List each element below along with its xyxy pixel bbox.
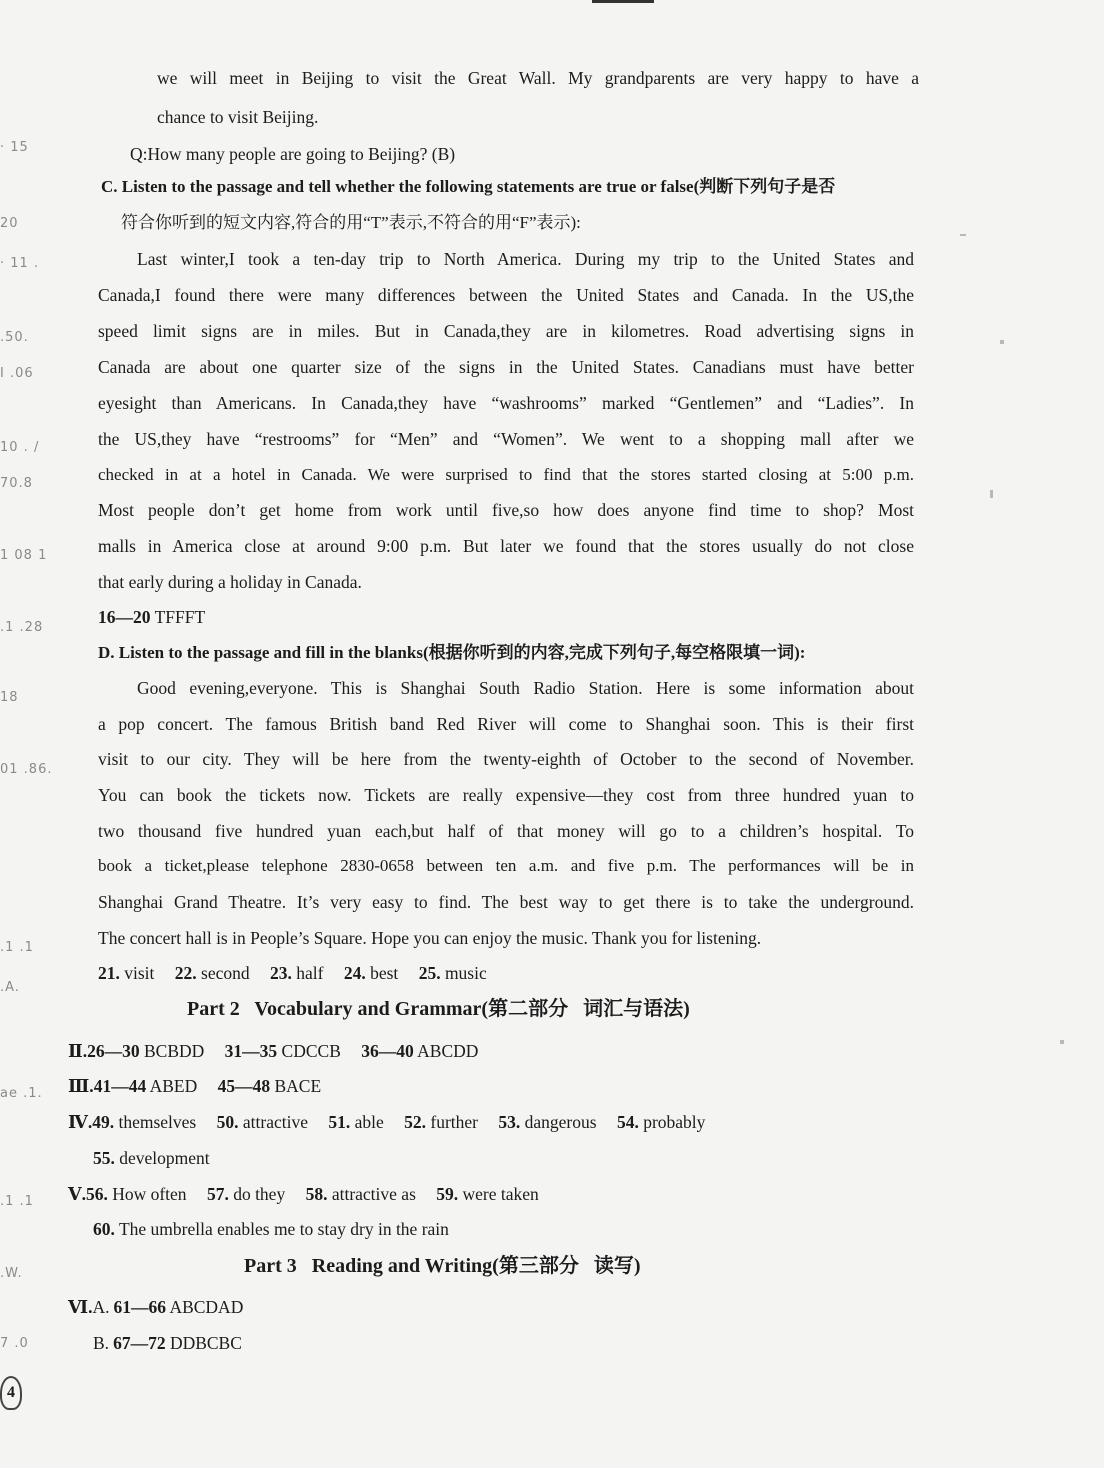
answer-num: 55. bbox=[93, 1148, 115, 1168]
passage-line: malls in America close at around 9:00 p.m. But later we found that the stores usually do not close bbox=[98, 536, 914, 556]
scan-speck bbox=[1000, 340, 1004, 344]
margin-bleed-mark: 70.8 bbox=[0, 476, 33, 491]
answer-text: TFFFT bbox=[154, 607, 206, 627]
answer-text: do they bbox=[233, 1184, 286, 1204]
margin-bleed-mark: 20 bbox=[0, 216, 19, 231]
passage-line: visit to our city. They will be here from the twenty-eighth of October to the second of November. bbox=[98, 749, 914, 769]
passage-line: Shanghai Grand Theatre. It’s very easy to find. The best way to get there is to take the underground. bbox=[98, 892, 914, 912]
answer-text: attractive bbox=[242, 1112, 308, 1132]
answer-num: 59. bbox=[436, 1184, 459, 1204]
answer-text: themselves bbox=[118, 1112, 197, 1132]
answer-text: The umbrella enables me to stay dry in the rain bbox=[118, 1219, 449, 1239]
passage-line: book a ticket,please telephone 2830-0658 between ten a.m. and five p.m. The performances will be in bbox=[98, 856, 914, 875]
answer-text: half bbox=[296, 963, 324, 983]
answer-num: 21. bbox=[98, 963, 120, 983]
answer-text: development bbox=[119, 1148, 210, 1168]
margin-bleed-mark: · 15 bbox=[0, 140, 29, 155]
passage-line: Last winter,I took a ten-day trip to North America. During my trip to the United States and bbox=[137, 249, 914, 269]
answer-text: were taken bbox=[462, 1184, 539, 1204]
answer-line-v bbox=[68, 1183, 555, 1205]
answer-text: music bbox=[444, 963, 487, 983]
answer-text: visit bbox=[124, 963, 155, 983]
margin-bleed-mark: ae .1. bbox=[0, 1086, 43, 1101]
answer-num: 58. bbox=[305, 1184, 328, 1204]
section-mark: Ⅱ. bbox=[68, 1041, 88, 1061]
answer-num: 57. bbox=[206, 1184, 229, 1204]
answer-label: 67—72 bbox=[113, 1333, 166, 1353]
passage-line: The concert hall is in People’s Square. Hope you can enjoy the music. Thank you for listening. bbox=[98, 928, 762, 948]
margin-bleed-mark: 10 . / bbox=[0, 440, 40, 455]
margin-bleed-mark: .1 .1 bbox=[0, 1194, 34, 1209]
answer-label: 45—48 bbox=[217, 1076, 271, 1096]
passage-line: checked in at a hotel in Canada. We were surprised to find that the stores started closing at 5:00 p.m. bbox=[98, 465, 914, 484]
answer-text: ABED bbox=[149, 1076, 198, 1096]
passage-line: two thousand five hundred yuan each,but half of that money will go to a children’s hospital. To bbox=[98, 821, 914, 841]
answer-num: 60. bbox=[93, 1219, 115, 1239]
answer-line-iii bbox=[68, 1075, 337, 1097]
margin-bleed-mark: .1 .28 bbox=[0, 620, 44, 635]
answer-line-vi-b bbox=[93, 1332, 258, 1354]
answer-text: able bbox=[354, 1112, 384, 1132]
margin-bleed-mark: 7 .0 bbox=[0, 1336, 29, 1351]
margin-bleed-mark: .50. bbox=[0, 330, 29, 345]
answer-num: 56. bbox=[85, 1184, 108, 1204]
answer-text: CDCCB bbox=[281, 1041, 341, 1061]
answer-num: 24. bbox=[343, 963, 366, 983]
answer-num: 22. bbox=[174, 963, 197, 983]
section-d-heading: D. Listen to the passage and fill in the blanks(根据你听到的内容,完成下列句子,每空格限填一词): bbox=[98, 643, 806, 662]
page-number: 4 bbox=[0, 1376, 22, 1410]
answer-num: 52. bbox=[404, 1112, 427, 1132]
answer-text: BACE bbox=[274, 1076, 322, 1096]
answer-line-ii bbox=[68, 1040, 494, 1062]
answer-text: How often bbox=[112, 1184, 187, 1204]
answer-num: 49. bbox=[92, 1112, 115, 1132]
answer-num: 50. bbox=[216, 1112, 239, 1132]
passage-line: speed limit signs are in miles. But in Canada,they are in kilometres. Road advertising signs in bbox=[98, 321, 914, 341]
answer-line-iv bbox=[68, 1111, 721, 1133]
answer-line-vi-a bbox=[68, 1296, 259, 1318]
passage-line: we will meet in Beijing to visit the Great Wall. My grandparents are very happy to have a bbox=[157, 68, 919, 88]
section-mark: Ⅲ. bbox=[68, 1076, 94, 1096]
section-c-heading: 符合你听到的短文内容,符合的用“T”表示,不符合的用“F”表示): bbox=[121, 213, 581, 232]
answer-line-60 bbox=[93, 1218, 465, 1240]
section-mark: Ⅳ. bbox=[68, 1112, 93, 1132]
answer-text: best bbox=[370, 963, 399, 983]
section-mark: Ⅵ. bbox=[68, 1297, 93, 1317]
passage-line: the US,they have “restrooms” for “Men” and “Women”. We went to a shopping mall after we bbox=[98, 429, 914, 449]
answer-text: probably bbox=[643, 1112, 706, 1132]
margin-bleed-mark: 18 bbox=[0, 690, 19, 705]
answer-text: dangerous bbox=[524, 1112, 597, 1132]
passage-line: You can book the tickets now. Tickets are really expensive—they cost from three hundred yuan to bbox=[98, 785, 914, 805]
answer-label: 36—40 bbox=[361, 1041, 414, 1061]
answer-line-21-25 bbox=[98, 962, 503, 984]
answer-num: 54. bbox=[616, 1112, 639, 1132]
section-mark: Ⅴ. bbox=[68, 1184, 86, 1204]
question-line: Q:How many people are going to Beijing? (B) bbox=[130, 144, 456, 164]
answer-num: 23. bbox=[270, 963, 292, 983]
answer-label: 41—44 bbox=[93, 1076, 147, 1096]
passage-line: eyesight than Americans. In Canada,they have “washrooms” marked “Gentlemen” and “Ladies”. In bbox=[98, 393, 914, 413]
part-3-title: Part 3 Reading and Writing(第三部分 读写) bbox=[244, 1255, 641, 1277]
answer-prefix: A. bbox=[92, 1297, 110, 1317]
passage-line: chance to visit Beijing. bbox=[157, 107, 319, 127]
passage-line: Canada are about one quarter size of the signs in the United States. Canadians must have better bbox=[98, 357, 914, 377]
scan-speck bbox=[1060, 1040, 1064, 1044]
answer-label: 16—20 bbox=[98, 607, 151, 627]
answer-label: 61—66 bbox=[113, 1297, 167, 1317]
margin-bleed-mark: 01 .86. bbox=[0, 762, 53, 777]
margin-bleed-mark: .1 .1 bbox=[0, 940, 34, 955]
passage-line: Most people don’t get home from work until five,so how does anyone find time to shop? Most bbox=[98, 500, 914, 520]
passage-line: that early during a holiday in Canada. bbox=[98, 572, 362, 592]
margin-bleed-mark: · 11 . bbox=[0, 256, 40, 271]
answer-text: DDBCBC bbox=[169, 1333, 242, 1353]
answer-label: 26—30 bbox=[87, 1041, 140, 1061]
answer-text: BCBDD bbox=[144, 1041, 205, 1061]
answer-text: ABCDD bbox=[417, 1041, 479, 1061]
top-rule bbox=[592, 0, 654, 3]
answer-text: ABCDAD bbox=[169, 1297, 244, 1317]
margin-bleed-mark: .A. bbox=[0, 980, 20, 995]
answer-prefix: B. bbox=[93, 1333, 110, 1353]
answer-line-55 bbox=[93, 1147, 226, 1169]
scan-speck bbox=[960, 234, 966, 236]
answer-num: 53. bbox=[498, 1112, 521, 1132]
answer-num: 51. bbox=[328, 1112, 351, 1132]
answer-label: 31—35 bbox=[224, 1041, 278, 1061]
passage-line: Good evening,everyone. This is Shanghai South Radio Station. Here is some information about bbox=[137, 678, 914, 698]
answer-text: further bbox=[430, 1112, 479, 1132]
passage-line: Canada,I found there were many differences between the United States and Canada. In the US,the bbox=[98, 285, 914, 305]
margin-bleed-mark: 1 08 1 bbox=[0, 548, 48, 563]
margin-bleed-mark: .W. bbox=[0, 1266, 23, 1281]
answer-line-16-20 bbox=[98, 606, 221, 628]
answer-num: 25. bbox=[418, 963, 441, 983]
part-2-title: Part 2 Vocabulary and Grammar(第二部分 词汇与语法) bbox=[187, 998, 690, 1020]
answer-text: second bbox=[201, 963, 250, 983]
section-c-heading: C. Listen to the passage and tell whether the following statements are true or false(判断下列句子是否 bbox=[101, 177, 836, 196]
scan-speck bbox=[990, 490, 993, 498]
passage-line: a pop concert. The famous British band Red River will come to Shanghai soon. This is their first bbox=[98, 714, 914, 734]
answer-text: attractive as bbox=[331, 1184, 416, 1204]
margin-bleed-mark: I .06 bbox=[0, 366, 34, 381]
